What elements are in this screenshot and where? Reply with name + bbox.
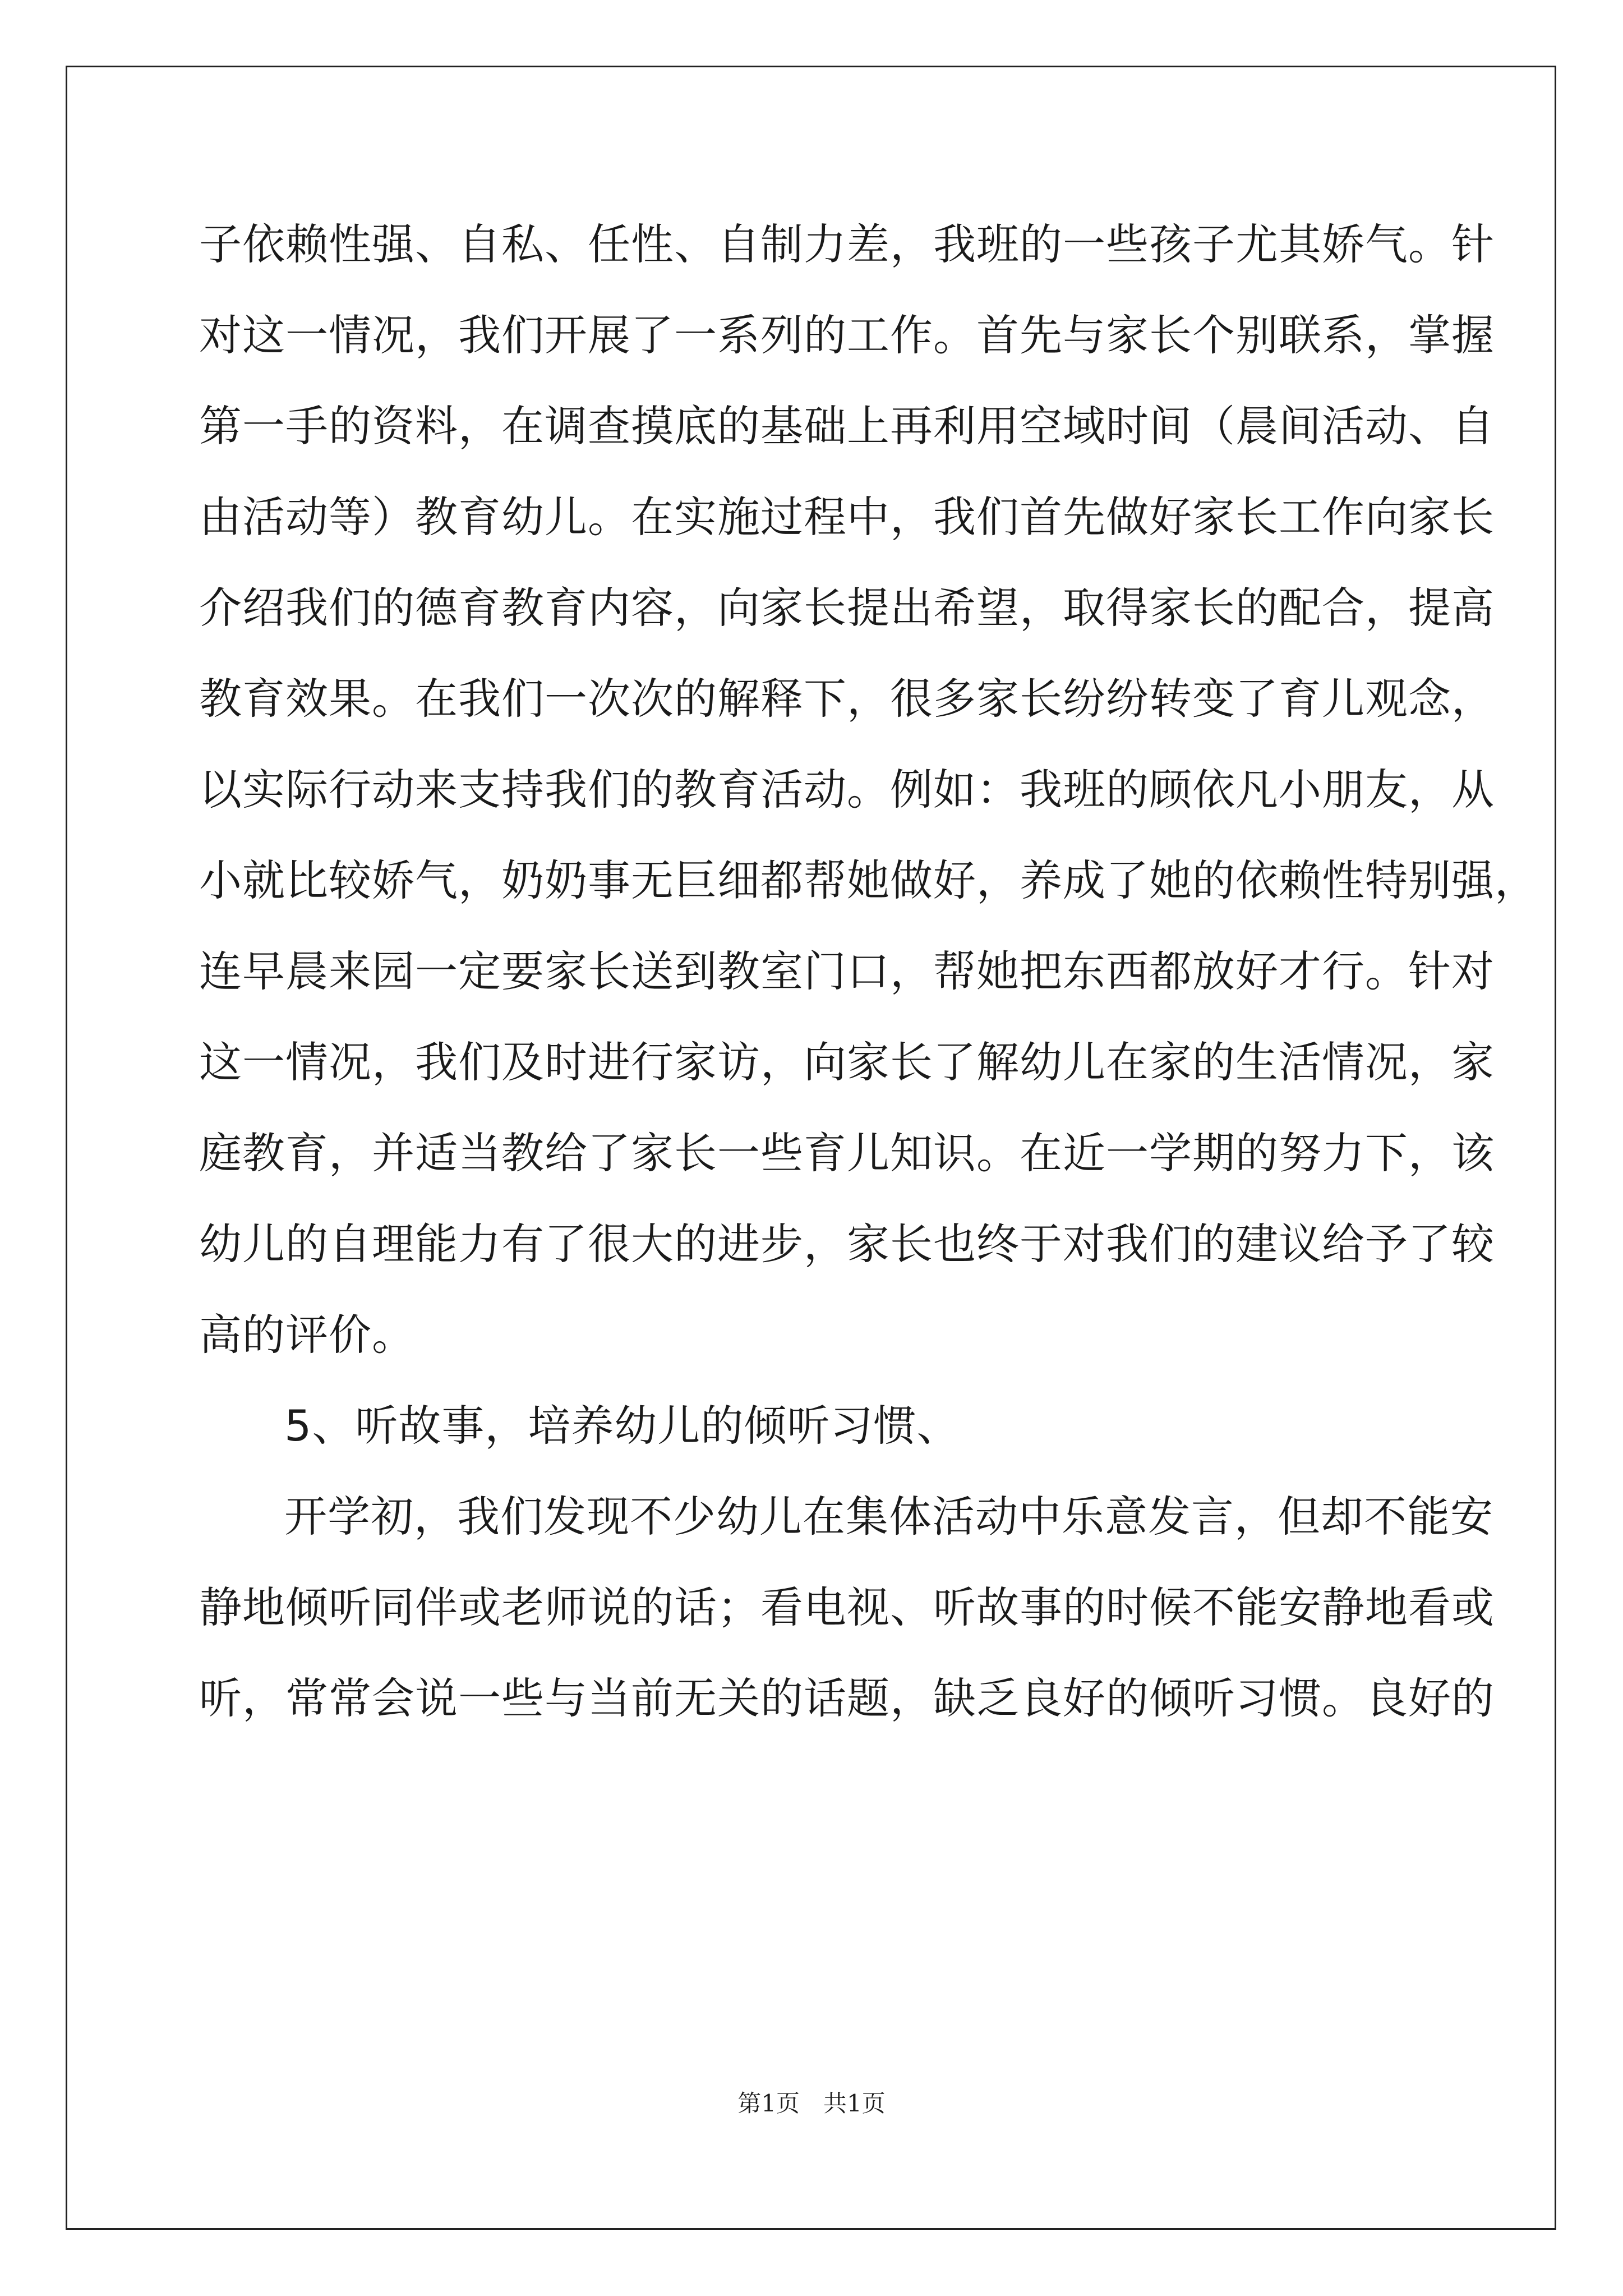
page-number-footer: 第1页 共1页 — [737, 2090, 886, 2117]
text-line: 连早晨来园一定要家长送到教室门口，帮她把东西都放好才行。针对 — [199, 946, 1495, 996]
text-line: 静地倾听同伴或老师说的话；看电视、听故事的时候不能安静地看或 — [199, 1582, 1495, 1632]
text-line: 这一情况，我们及时进行家访，向家长了解幼儿在家的生活情况，家 — [199, 1037, 1495, 1087]
text-line: 第一手的资料，在调查摸底的基础上再利用空域时间（晨间活动、自 — [199, 401, 1495, 451]
text-line: 教育效果。在我们一次次的解释下，很多家长纷纷转变了育儿观念， — [199, 674, 1495, 724]
section-heading: 5、听故事，培养幼儿的倾听习惯、 — [284, 1401, 960, 1451]
text-line: 听，常常会说一些与当前无关的话题，缺乏良好的倾听习惯。良好的 — [199, 1673, 1495, 1723]
text-line: 庭教育，并适当教给了家长一些育儿知识。在近一学期的努力下，该 — [199, 1128, 1495, 1178]
text-line: 子依赖性强、自私、任性、自制力差，我班的一些孩子尤其娇气。针 — [199, 219, 1495, 269]
text-line: 由活动等）教育幼儿。在实施过程中，我们首先做好家长工作向家长 — [199, 492, 1495, 542]
paragraph-start-line: 开学初，我们发现不少幼儿在集体活动中乐意发言，但却不能安 — [284, 1492, 1493, 1542]
text-line: 介绍我们的德育教育内容，向家长提出希望，取得家长的配合，提高 — [199, 583, 1495, 633]
text-line: 以实际行动来支持我们的教育活动。例如：我班的顾依凡小朋友，从 — [199, 765, 1495, 815]
text-line: 幼儿的自理能力有了很大的进步，家长也终于对我们的建议给予了较 — [199, 1219, 1495, 1269]
text-line: 高的评价。 — [199, 1310, 415, 1360]
document-body — [199, 199, 1538, 1744]
text-line: 对这一情况，我们开展了一系列的工作。首先与家长个别联系，掌握 — [199, 310, 1495, 360]
text-line: 小就比较娇气，奶奶事无巨细都帮她做好，养成了她的依赖性特别强， — [199, 855, 1538, 905]
